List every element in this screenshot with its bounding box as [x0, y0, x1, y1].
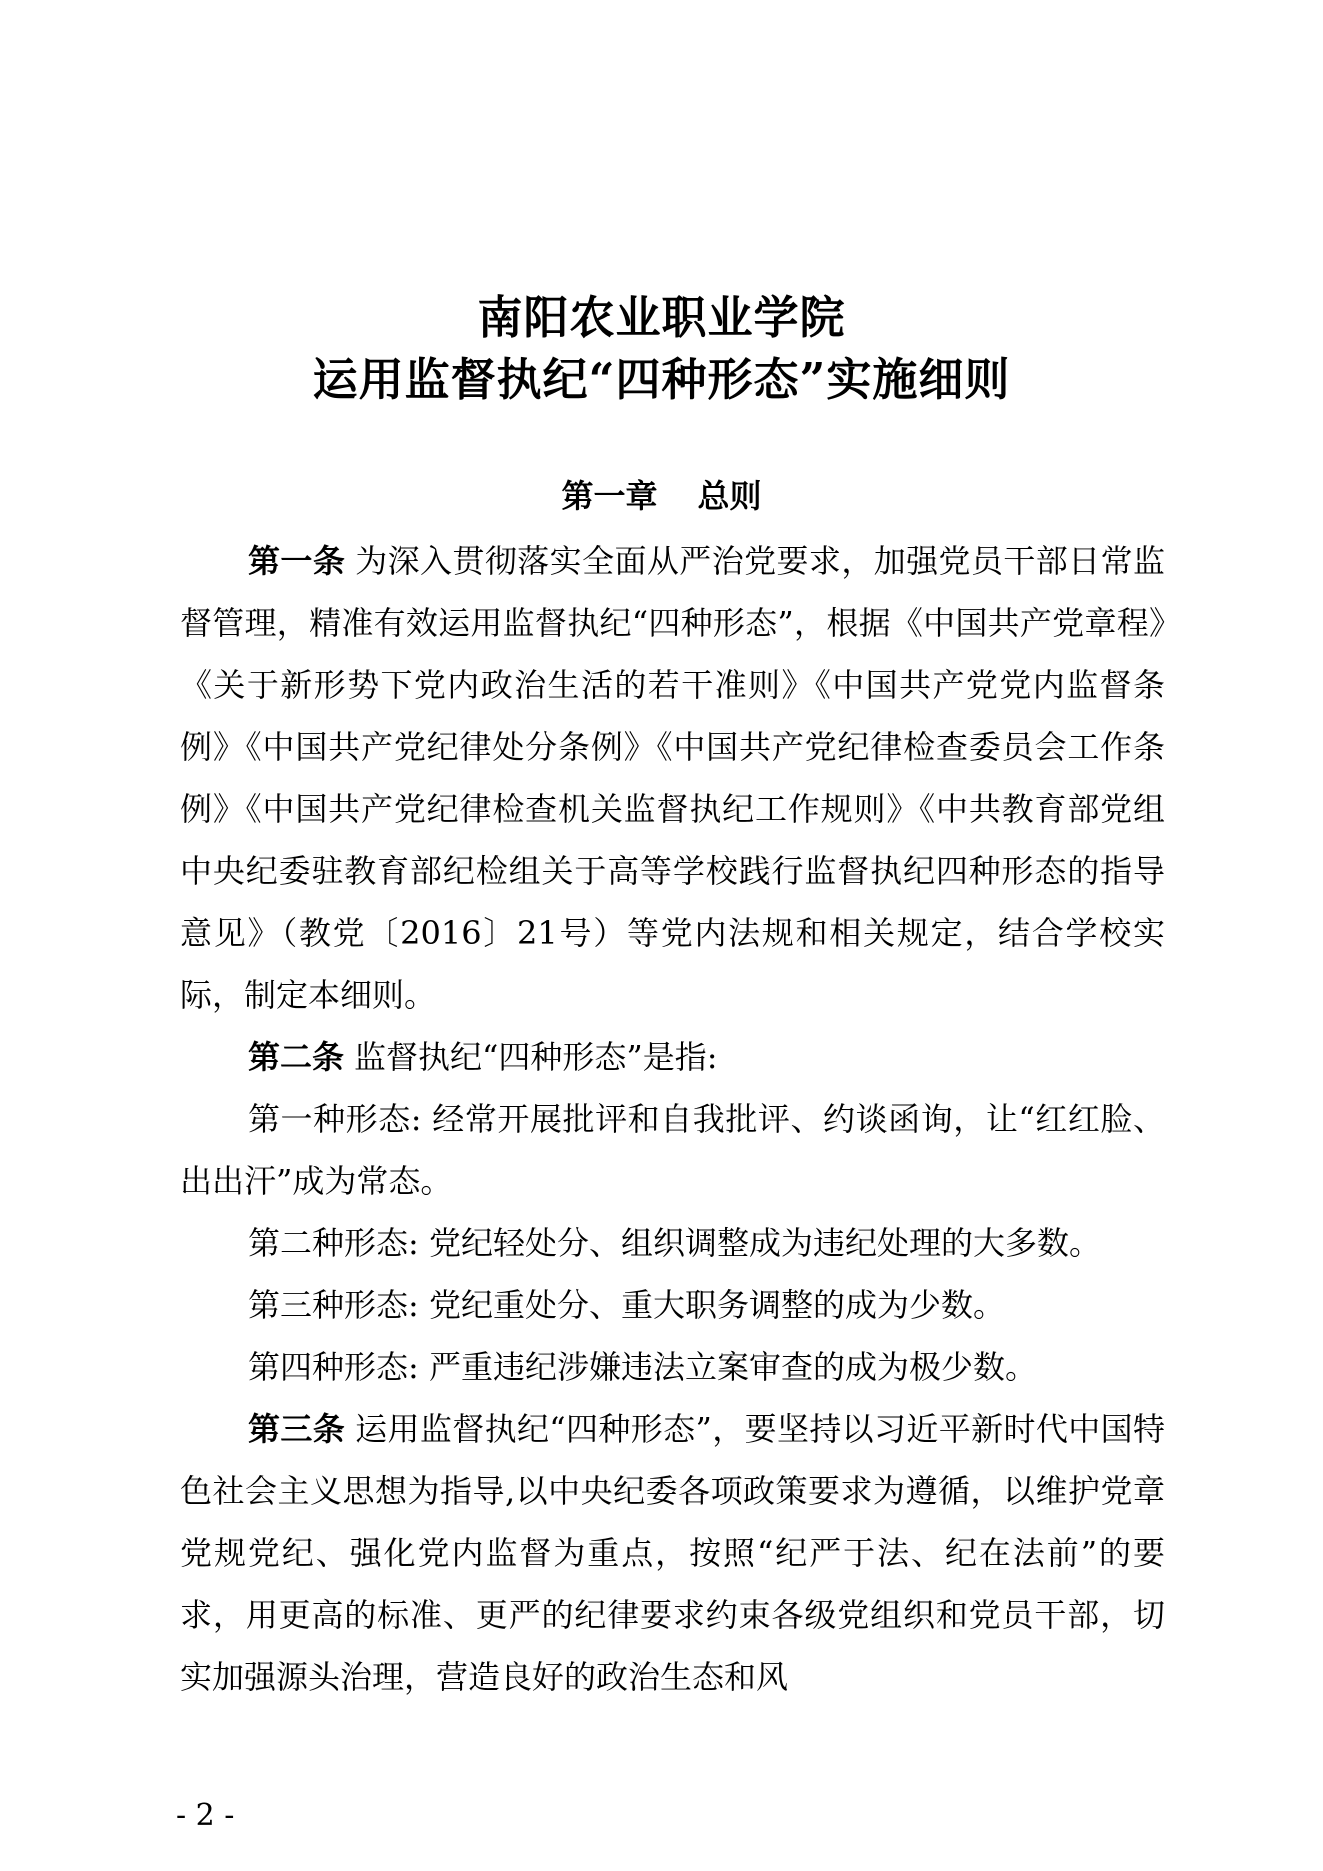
document-body [180, 530, 1165, 1708]
form-3-paragraph [180, 1274, 1165, 1336]
chapter-heading [0, 473, 1323, 519]
paragraph-text: 第一种形态: 经常开展批评和自我批评、约谈函询，让“红红脸、出出汗”成为常态。 [180, 1100, 1165, 1200]
article-text: 运用监督执纪“四种形态”，要坚持以习近平新时代中国特色社会主义思想为指导,以中央纪委各项政策要求为遵循，以维护党章党规党纪、强化党内监督为重点，按照“纪严于法、纪在法前”的要求，用更高的标准、更严的纪律要求约束各级党组织和党员干部，切实加强源头治理，营造良好的政治生态和风 [180, 1410, 1165, 1696]
document-title-line-2: 运用监督执纪“四种形态”实施细则 [312, 353, 1011, 406]
paragraph-text: 第二种形态: 党纪轻处分、组织调整成为违纪处理的大多数。 [248, 1224, 1101, 1262]
form-1-paragraph [180, 1088, 1165, 1212]
chapter-number: 第一章 [561, 477, 658, 515]
article-1 [180, 530, 1165, 1026]
chapter-name: 总则 [697, 477, 762, 515]
paragraph-text: 第四种形态: 严重违纪涉嫌违法立案审查的成为极少数。 [248, 1348, 1037, 1386]
article-3 [180, 1398, 1165, 1708]
article-2 [180, 1026, 1165, 1088]
article-label: 第三条 [248, 1410, 346, 1448]
page-number: - 2 - [176, 1798, 235, 1833]
form-2-paragraph [180, 1212, 1165, 1274]
article-label: 第二条 [248, 1038, 345, 1076]
article-text: 为深入贯彻落实全面从严治党要求，加强党员干部日常监督管理，精准有效运用监督执纪“四种形态”，根据《中国共产党章程》《关于新形势下党内政治生活的若干准则》《中国共产党党内监督条例》《中国共产党纪律处分条例》《中国共产党纪律检查委员会工作条例》《中国共产党纪律检查机关监督执纪工作规则》《中共教育部党组中央纪委驻教育部纪检组关于高等学校践行监督执纪四种形态的指导意见》（教党〔2016〕21号）等党内法规和相关规定，结合学校实际，制定本细则。 [180, 542, 1165, 1014]
paragraph-text: 第三种形态: 党纪重处分、重大职务调整的成为少数。 [248, 1286, 1005, 1324]
article-text: 监督执纪“四种形态”是指: [354, 1038, 718, 1076]
document-title-line-1: 南阳农业职业学院 [477, 291, 846, 344]
form-4-paragraph [180, 1336, 1165, 1398]
article-label: 第一条 [248, 542, 346, 580]
